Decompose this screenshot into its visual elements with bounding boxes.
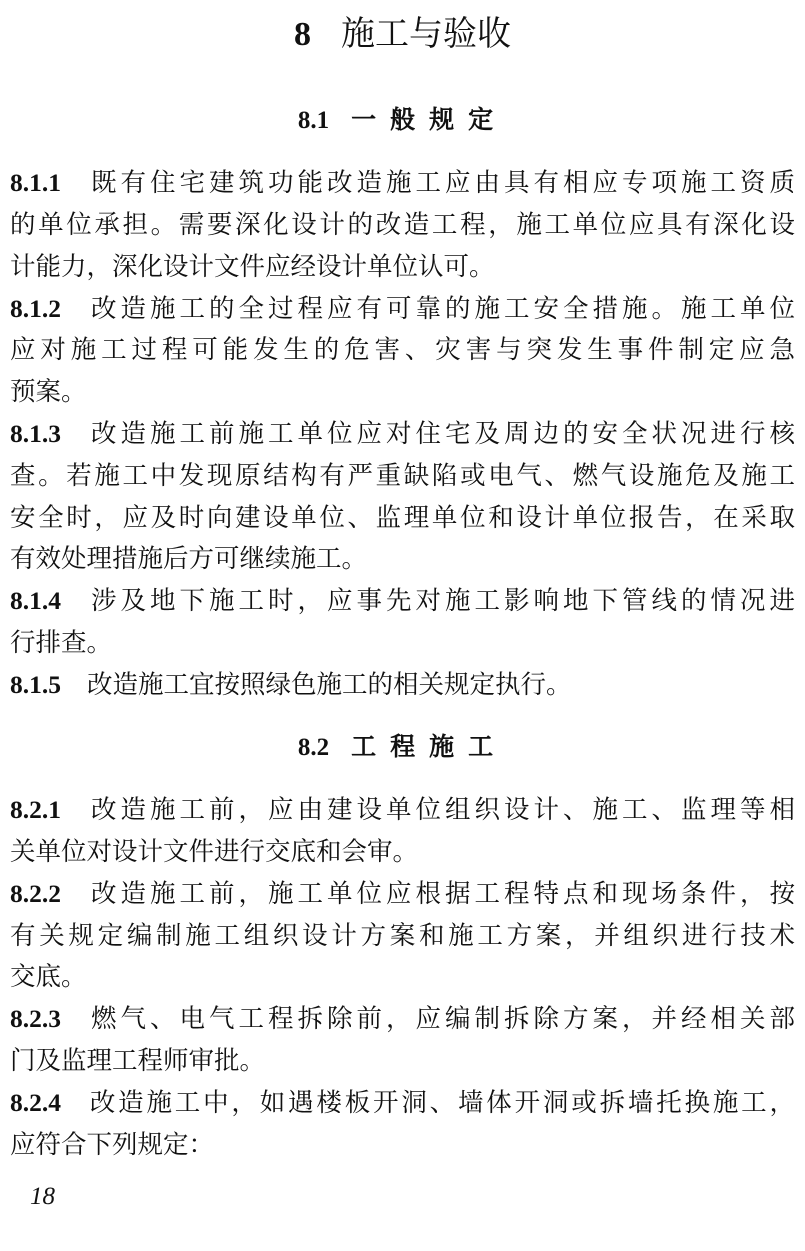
clause-text: 改造施工前，应由建设单位组织设计、施工、监理等相 [87, 795, 795, 825]
clause-text: 计能力，深化设计文件应经设计单位认可。 [10, 251, 495, 281]
document-body [10, 79, 795, 1166]
section-heading [10, 706, 795, 790]
clause-line [10, 1040, 795, 1082]
clause [10, 789, 795, 873]
clause-text: 应对施工过程可能发生的危害、灾害与突发生事件制定应急 [10, 335, 795, 365]
clause-line [10, 371, 795, 413]
clause-number: 8.1.3 [10, 418, 61, 448]
clause [10, 873, 795, 998]
clause-number: 8.1.2 [10, 293, 61, 323]
clause-line [10, 664, 795, 706]
clause [10, 162, 795, 287]
clause-text: 燃气、电气工程拆除前，应编制拆除方案，并经相关部 [87, 1004, 795, 1034]
clause-text: 的单位承担。需要深化设计的改造工程，施工单位应具有深化设 [10, 209, 795, 239]
clause-line [10, 538, 795, 580]
clause-number: 8.1.5 [10, 669, 61, 699]
clause-text: 涉及地下施工时，应事先对施工影响地下管线的情况进 [87, 586, 795, 616]
clause-line [10, 1124, 795, 1166]
clause-line [10, 998, 795, 1040]
clause-text: 关单位对设计文件进行交底和会审。 [10, 836, 419, 866]
clause [10, 664, 795, 706]
clause-number: 8.1.4 [10, 586, 61, 616]
clause-number: 8.2.2 [10, 878, 61, 908]
section-number: 8.2 [297, 733, 330, 761]
clause-line [10, 455, 795, 497]
clause [10, 413, 795, 580]
section-title: 工程施工 [351, 733, 508, 761]
clause-text: 有效处理措施后方可继续施工。 [10, 544, 368, 574]
clause-text: 改造施工前，施工单位应根据工程特点和现场条件，按 [87, 878, 795, 908]
section-number: 8.1 [297, 106, 330, 134]
clause-line [10, 873, 795, 915]
clause-line [10, 1082, 795, 1124]
chapter-number: 8 [294, 16, 311, 53]
section-title: 一般规定 [351, 106, 508, 134]
section-heading [10, 79, 795, 163]
clause-number: 8.2.3 [10, 1004, 61, 1034]
clause-text: 有关规定编制施工组织设计方案和施工方案，并组织进行技术 [10, 920, 795, 950]
clause-text: 改造施工前施工单位应对住宅及周边的安全状况进行核 [87, 418, 795, 448]
clause-number: 8.1.1 [10, 168, 61, 198]
clause-text: 既有住宅建筑功能改造施工应由具有相应专项施工资质 [87, 168, 795, 198]
clause-line [10, 162, 795, 204]
clause [10, 580, 795, 664]
clause-text: 应符合下列规定： [10, 1129, 215, 1159]
clause-text: 预案。 [10, 377, 87, 407]
clause-line [10, 204, 795, 246]
clause-text: 改造施工中，如遇楼板开洞、墙体开洞或拆墙托换施工， [87, 1087, 795, 1117]
clause-text: 改造施工宜按照绿色施工的相关规定执行。 [87, 669, 572, 699]
clause-line [10, 329, 795, 371]
chapter-title-text: 施工与验收 [341, 16, 511, 53]
clause-number: 8.2.1 [10, 795, 61, 825]
clause-line [10, 246, 795, 288]
clause-line [10, 413, 795, 455]
clause-text: 安全时，应及时向建设单位、监理单位和设计单位报告，在采取 [10, 502, 795, 532]
clause-line [10, 915, 795, 957]
clause-text: 查。若施工中发现原结构有严重缺陷或电气、燃气设施危及施工 [10, 460, 795, 490]
clause-line [10, 956, 795, 998]
clause-text: 门及监理工程师审批。 [10, 1045, 266, 1075]
clause-line [10, 288, 795, 330]
clause-number: 8.2.4 [10, 1087, 61, 1117]
clause-line [10, 622, 795, 664]
clause-text: 改造施工的全过程应有可靠的施工安全措施。施工单位 [87, 293, 795, 323]
clause-line [10, 497, 795, 539]
clause-text: 行排查。 [10, 627, 113, 657]
page-number: 18 [30, 1183, 55, 1210]
clause [10, 1082, 795, 1166]
clause [10, 288, 795, 413]
clause-line [10, 831, 795, 873]
clause-line [10, 580, 795, 622]
clause-text: 交底。 [10, 962, 87, 992]
clause [10, 998, 795, 1082]
clause-line [10, 789, 795, 831]
chapter-title [0, 10, 805, 60]
